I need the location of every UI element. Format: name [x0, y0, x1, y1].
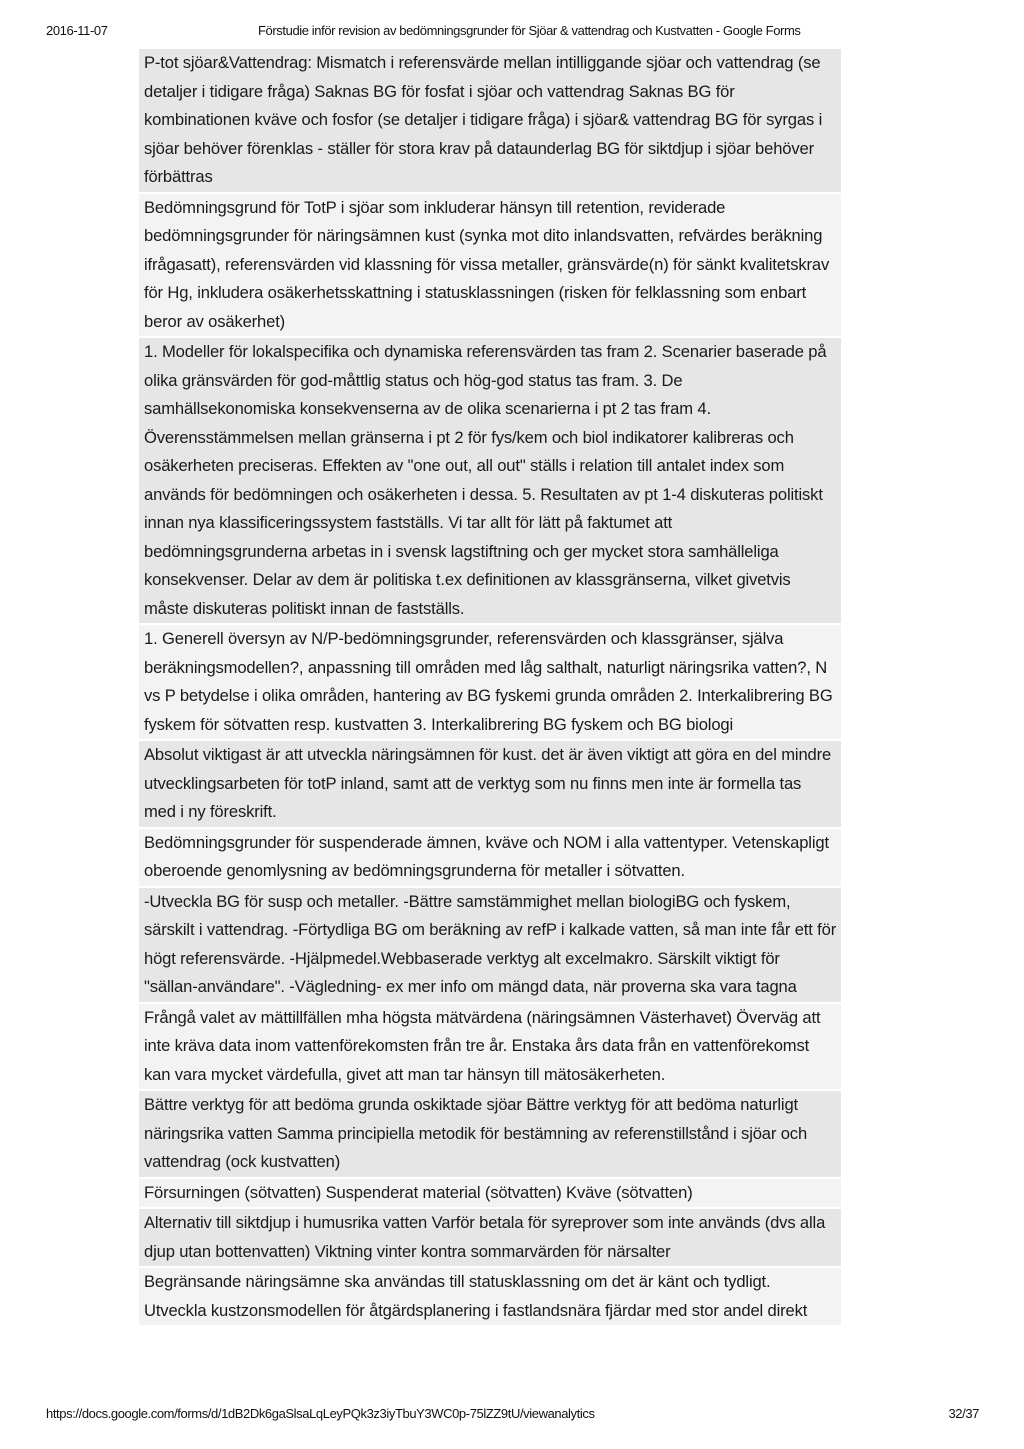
response-item: Försurningen (sötvatten) Suspenderat material (sötvatten) Kväve (sötvatten)	[139, 1179, 841, 1208]
response-item: Absolut viktigast är att utveckla näringsämnen för kust. det är även viktigt att göra en del mindre utvecklingsarbeten för totP inland, samt att de verktyg som nu finns men inte är formella tas med i ny föreskrift.	[139, 741, 841, 827]
response-item: Begränsande näringsämne ska användas till statusklassning om det är känt och tydligt. Utveckla kustzonsmodellen för åtgärdsplanering i fastlandsnära fjärdar med stor andel direkt	[139, 1268, 841, 1325]
response-item: -Utveckla BG för susp och metaller. -Bättre samstämmighet mellan biologiBG och fyskem, särskilt i vattendrag. -Förtydliga BG om beräkning av refP i kalkade vatten, så man inte får ett för högt referensvärde. -Hjälpmedel.Webbaserade verktyg alt excelmakro. Särskilt viktigt för "sällan-användare". -Vägledning- ex mer info om mängd data, när proverna ska vara tagna	[139, 888, 841, 1002]
response-item: P-tot sjöar&Vattendrag: Mismatch i referensvärde mellan intilliggande sjöar och vattendrag (se detaljer i tidigare fråga) Saknas BG för fosfat i sjöar och vattendrag Saknas BG för kombinationen kväve och fosfor (se detaljer i tidigare fråga) i sjöar& vattendrag BG för syrgas i sjöar behöver förenklas - ställer för stora krav på dataunderlag BG för siktdjup i sjöar behöver förbättras	[139, 49, 841, 192]
document-title: Förstudie inför revision av bedömningsgrunder för Sjöar & vattendrag och Kustvatten - Google Forms	[258, 23, 801, 38]
response-item: Bedömningsgrunder för suspenderade ämnen, kväve och NOM i alla vattentyper. Vetenskapligt oberoende genomlysning av bedömningsgrunderna för metaller i sötvatten.	[139, 829, 841, 886]
page-url: https://docs.google.com/forms/d/1dB2Dk6gaSlsaLqLeyPQk3z3iyTbuY3WC0p-75lZZ9tU/viewanalytics	[46, 1406, 595, 1421]
page-header	[0, 23, 1024, 43]
response-item: 1. Modeller för lokalspecifika och dynamiska referensvärden tas fram 2. Scenarier baserade på olika gränsvärden för god-måttlig status och hög-god status tas fram. 3. De samhällsekonomiska konsekvenserna av de olika scenarierna i pt 2 tas fram 4. Överensstämmelsen mellan gränserna i pt 2 för fys/kem och biol indikatorer kalibreras och osäkerheten preciseras. Effekten av "one out, all out" ställs i relation till antalet index som används för bedömningen och osäkerheten i dessa. 5. Resultaten av pt 1-4 diskuteras politiskt innan nya klassificeringssystem fastställs. Vi tar allt för lätt på faktumet att bedömningsgrunderna arbetas in i svensk lagstiftning och ger mycket stora samhälleliga konsekvenser. Delar av dem är politiska t.ex definitionen av klassgränserna, vilket givetvis måste diskuteras politiskt innan de fastställs.	[139, 338, 841, 623]
response-list	[139, 49, 841, 1325]
response-item: 1. Generell översyn av N/P-bedömningsgrunder, referensvärden och klassgränser, själva beräkningsmodellen?, anpassning till områden med låg salthalt, naturligt näringsrika vatten?, N vs P betydelse i olika områden, hantering av BG fyskemi grunda områden 2. Interkalibrering BG fyskem för sötvatten resp. kustvatten 3. Interkalibrering BG fyskem och BG biologi	[139, 625, 841, 739]
response-item: Frångå valet av mättillfällen mha högsta mätvärdena (näringsämnen Västerhavet) Överväg att inte kräva data inom vattenförekomsten från tre år. Enstaka års data från en vattenförekomst kan vara mycket värdefulla, givet att man tar hänsyn till mätosäkerheten.	[139, 1004, 841, 1090]
response-item: Bättre verktyg för att bedöma grunda oskiktade sjöar Bättre verktyg för att bedöma naturligt näringsrika vatten Samma principiella metodik för bestämning av referenstillstånd i sjöar och vattendrag (ock kustvatten)	[139, 1091, 841, 1177]
page-footer	[0, 1406, 1024, 1426]
response-item: Alternativ till siktdjup i humusrika vatten Varför betala för syreprover som inte används (dvs alla djup utan bottenvatten) Viktning vinter kontra sommarvärden för närsalter	[139, 1209, 841, 1266]
print-date: 2016-11-07	[46, 23, 108, 38]
response-item: Bedömningsgrund för TotP i sjöar som inkluderar hänsyn till retention, reviderade bedömningsgrunder för näringsämnen kust (synka mot dito inlandsvatten, refvärdes beräkning ifrågasatt), referensvärden vid klassning för vissa metaller, gränsvärde(n) för sänkt kvalitetskrav för Hg, inkludera osäkerhetsskattning i statusklassningen (risken för felklassning som enbart beror av osäkerhet)	[139, 194, 841, 337]
page-number: 32/37	[948, 1406, 979, 1421]
